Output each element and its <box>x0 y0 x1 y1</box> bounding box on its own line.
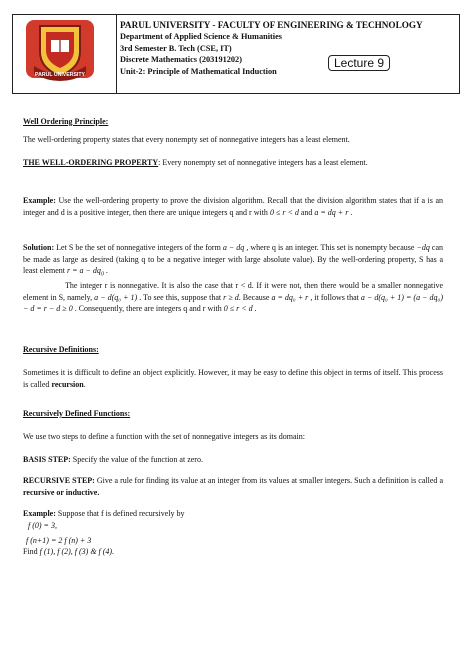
recursive-step-text: Give a rule for finding its value at an integer from its values at smaller integers. Such a definition is called a <box>94 476 443 485</box>
solution-math: a − dq <box>222 243 245 252</box>
proof-math: r ≥ d <box>223 292 239 302</box>
find-label: Find <box>23 547 40 556</box>
proof-text: . Consequently, there are integers q and r with <box>72 304 224 313</box>
solution-paragraph <box>23 242 443 281</box>
logo-text: PARUL UNIVERSITY <box>35 72 85 78</box>
course-line: Discrete Mathematics (203191202) <box>120 55 242 65</box>
wop-heading: Well Ordering Principle: <box>23 117 109 126</box>
proof-paragraph <box>23 280 443 315</box>
proof-math: 0 ≤ r < d <box>223 304 253 313</box>
solution-text: Let S be the set of nonnegative integers of the form <box>54 243 223 252</box>
example-2-text: Suppose that f is defined recursively by <box>55 509 185 518</box>
wop-property-label: THE WELL-ORDERING PROPERTY <box>23 158 159 167</box>
proof-text: . Because <box>238 292 272 302</box>
wop-property <box>23 157 443 169</box>
recursive-step-label: RECURSIVE STEP: <box>23 476 95 485</box>
basis-step <box>23 454 443 466</box>
example-paragraph <box>23 195 443 218</box>
recursive-step <box>23 475 443 498</box>
recursive-functions-text: We use two steps to define a function with the set of nonnegative integers as its domain: <box>23 432 305 441</box>
example-text: . <box>348 207 353 217</box>
example-text: Use the well-ordering property to prove the division algorithm. Recall that the division algorithm states that if a is an integer and d is a positive integer, then there are unique integers q and r with <box>23 196 443 217</box>
basis-step-text: Specify the value of the function at zero. <box>70 455 203 464</box>
proof-text: . To see this, suppose that <box>137 292 224 302</box>
proof-text: . <box>252 304 257 313</box>
example-2-intro <box>23 508 443 520</box>
department-name: Department of Applied Science & Humanities <box>120 32 283 42</box>
recursion-term: recursion <box>51 379 84 389</box>
semester-line: 3rd Semester B. Tech (CSE, IT) <box>120 43 232 53</box>
example-2-label: Example: <box>23 509 56 518</box>
recursive-step-term: recursive or inductive. <box>23 487 100 497</box>
find-line <box>23 546 443 558</box>
wop-text: The well-ordering property states that every nonempty set of nonnegative integers has a least element. <box>23 135 350 144</box>
example-label: Example: <box>23 196 56 205</box>
solution-label: Solution: <box>23 243 55 252</box>
proof-math: a − d(q₀ + 1) = (a − dq₀) − d = r − d ≥ 0 <box>23 292 443 313</box>
header-divider <box>116 15 117 93</box>
proof-math: a = dq₀ + r <box>271 292 309 302</box>
proof-math: a − d(q₀ + 1) <box>94 292 138 302</box>
recursive-definitions-heading: Recursive Definitions: <box>23 345 99 354</box>
proof-text: , it follows that <box>308 292 361 302</box>
wop-property-text: : Every nonempty set of nonnegative integers has a least element. <box>158 158 368 167</box>
solution-math: −dq <box>416 243 430 252</box>
recursive-functions-heading: Recursively Defined Functions: <box>23 409 131 418</box>
solution-math: r = a − dq <box>66 266 101 275</box>
university-name: PARUL UNIVERSITY - FACULTY OF ENGINEERING & TECHNOLOGY <box>120 20 423 30</box>
equation-recurrence: f (n+1) = 2 f (n) + 3 <box>26 536 92 545</box>
basis-step-label: BASIS STEP: <box>23 455 71 464</box>
recursion-text: . <box>83 379 86 389</box>
unit-line: Unit-2: Principle of Mathematical Induction <box>120 66 277 76</box>
recursive-definitions-text <box>23 367 443 390</box>
example-math: 0 ≤ r < d <box>269 207 299 217</box>
lecture-badge: Lecture 9 <box>328 55 390 71</box>
solution-text: , where q is an integer. This set is nonempty because <box>244 243 417 252</box>
university-logo <box>24 16 96 86</box>
recursion-text: Sometimes it is difficult to define an object explicitly. However, it may be easy to define this object in terms of itself. This process is called <box>23 368 443 389</box>
proof-text: The integer r is nonnegative. It is also the case that r < d. If it were not, then there would be a smaller nonnegative element in S, namely, <box>23 281 443 302</box>
example-text: and <box>298 207 315 217</box>
solution-text: can be made as large as desired (taking q to be a negative integer with large absolute value). By the well-ordering property, S has a least element <box>23 243 443 275</box>
example-math: a = dq + r <box>314 207 349 217</box>
solution-math-subscript: 0 <box>100 271 104 278</box>
equation-f0: f (0) = 3, <box>28 521 57 530</box>
solution-text: . <box>103 266 108 275</box>
find-values: f (1), f (2), f (3) & f (4). <box>39 547 115 556</box>
